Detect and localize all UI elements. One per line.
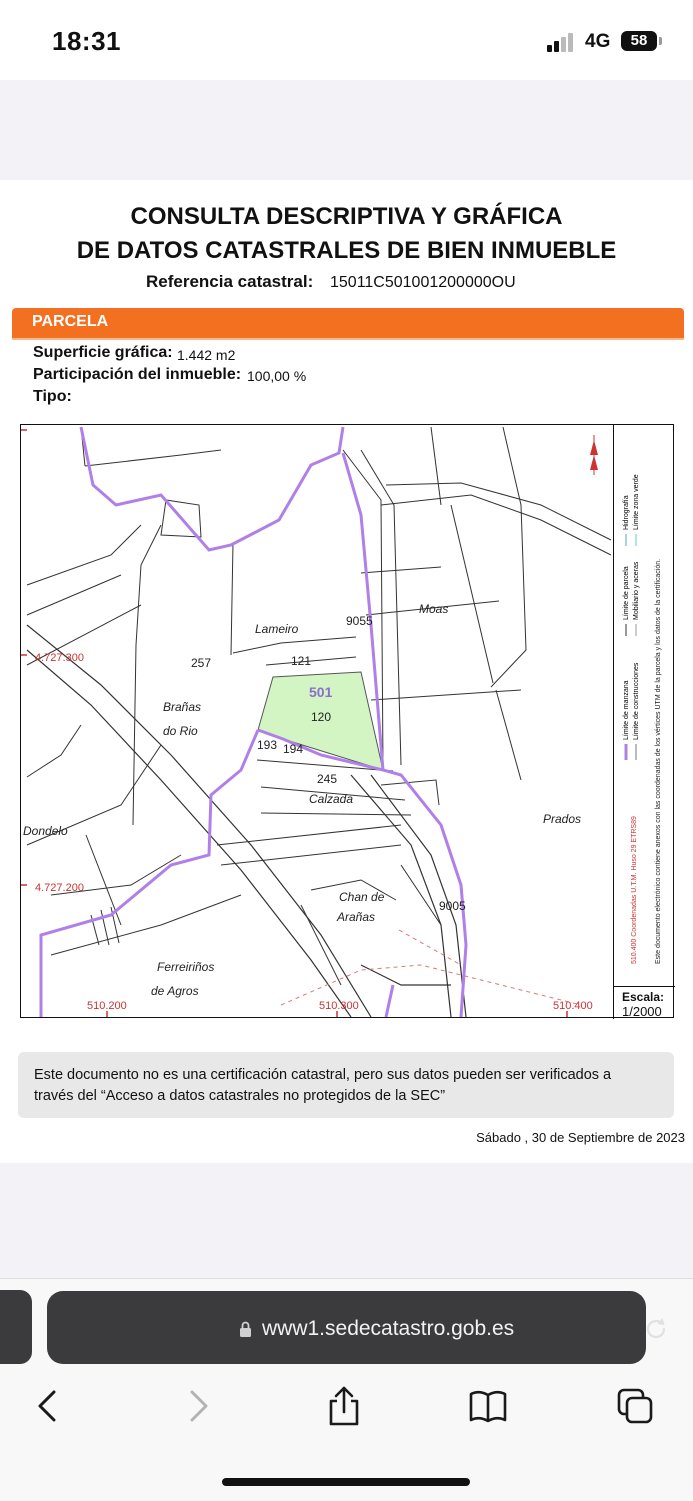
ref-label: Referencia catastral: [146, 272, 314, 291]
map-label-dondelo: Dondelo [23, 824, 68, 838]
forward-arrow-icon[interactable] [178, 1386, 218, 1426]
map-label-branas: Brañas [163, 700, 202, 714]
map-label-257: 257 [191, 656, 212, 670]
legend-zona-verde: Límite zona verde [633, 474, 640, 530]
coord-y-1: 4.727.300 [35, 652, 84, 664]
surface-label: Superficie gráfica: [33, 344, 173, 361]
map-label-9005: 9005 [439, 899, 466, 913]
status-time: 18:31 [52, 26, 121, 56]
battery-icon: 58 [621, 31, 657, 51]
disclaimer-notice [18, 1052, 674, 1118]
map-label-lameiro: Lameiro [255, 622, 299, 636]
map-label-ferreirinos: Ferreiriños [157, 960, 215, 974]
surface-value: 1.442 m2 [177, 347, 236, 363]
legend-drawing [614, 424, 675, 990]
map-label-prados: Prados [543, 812, 582, 826]
map-label-194: 194 [283, 742, 304, 756]
section-label: PARCELA [32, 313, 109, 330]
legend-hidrografia: Hidrografía [623, 495, 630, 530]
lock-icon [239, 1321, 252, 1338]
scale-label: Escala: [622, 990, 665, 1004]
legend-mobiliario: Mobiliario y aceras [633, 561, 640, 620]
map-label-moas: Moas [419, 602, 449, 616]
status-bar [0, 0, 693, 80]
map-label-245: 245 [317, 772, 338, 786]
map-label-aranas: Arañas [337, 910, 376, 924]
type-label: Tipo: [33, 388, 72, 405]
map-drawing [21, 425, 613, 1017]
legend-parcela: Límite de parcela [623, 566, 630, 620]
bookmarks-icon[interactable] [468, 1386, 508, 1426]
map-label-chan-de: Chan de [339, 890, 385, 904]
legend-note: Este documento electrónico contiene anexos con las coordenadas de los vértices UTM de la parcela y los datos de la certificación. [655, 558, 662, 964]
map-label-120: 120 [311, 710, 332, 724]
network-type: 4G [585, 31, 611, 52]
ref-value: 15011C501001200000OU [330, 274, 516, 291]
map-legend [613, 424, 675, 990]
cadastral-map[interactable] [20, 424, 674, 1018]
participation-label: Participación del inmueble: [33, 366, 242, 383]
map-label-9055: 9055 [346, 614, 373, 628]
document-title [0, 200, 693, 268]
map-label-parcel: 501 [309, 684, 333, 700]
map-label-do-rio: do Rio [163, 724, 198, 738]
previous-tab-preview[interactable] [0, 1290, 32, 1364]
scale-value: 1/2000 [622, 1004, 662, 1019]
coord-x-1: 510.200 [87, 1000, 127, 1012]
cadastral-document [0, 180, 693, 1163]
url-text: www1.sedecatastro.gob.es [262, 1317, 515, 1340]
share-icon[interactable] [324, 1386, 364, 1426]
north-arrow-icon [590, 435, 598, 475]
section-header [12, 308, 684, 338]
signal-icon [547, 32, 579, 52]
disclaimer-text: Este documento no es una certificación catastral, pero sus datos pueden ser verificados a través del “Acceso a datos catastrales no protegidos de la SEC” [34, 1067, 612, 1104]
coord-x-2: 510.300 [319, 1000, 359, 1012]
map-label-de-agros: de Agros [151, 984, 199, 998]
reload-icon[interactable] [643, 1316, 669, 1342]
scale-box [613, 986, 675, 1019]
participation-value: 100,00 % [247, 368, 307, 384]
tabs-icon[interactable] [615, 1386, 655, 1426]
map-label-calzada: Calzada [309, 792, 354, 806]
home-indicator[interactable] [222, 1478, 470, 1486]
document-date: Sábado , 30 de Septiembre de 2023 [476, 1130, 685, 1145]
coord-y-2: 4.727.200 [35, 882, 84, 894]
title-line-1: CONSULTA DESCRIPTIVA Y GRÁFICA [130, 203, 563, 230]
address-bar[interactable] [47, 1291, 646, 1364]
map-label-193: 193 [257, 738, 278, 752]
battery-tip [659, 37, 662, 45]
title-line-2: DE DATOS CATASTRALES DE BIEN INMUEBLE [76, 237, 617, 264]
section-divider [12, 338, 684, 340]
legend-coords: 510.400 Coordenadas U.T.M. Huso 29 ETRS89 [631, 816, 638, 964]
legend-construcciones: Límite de construcciones [633, 662, 640, 740]
legend-manzana: Límite de manzana [623, 680, 630, 740]
back-arrow-icon[interactable] [28, 1386, 68, 1426]
coord-x-3: 510.400 [553, 1000, 593, 1012]
map-label-121: 121 [291, 654, 312, 668]
